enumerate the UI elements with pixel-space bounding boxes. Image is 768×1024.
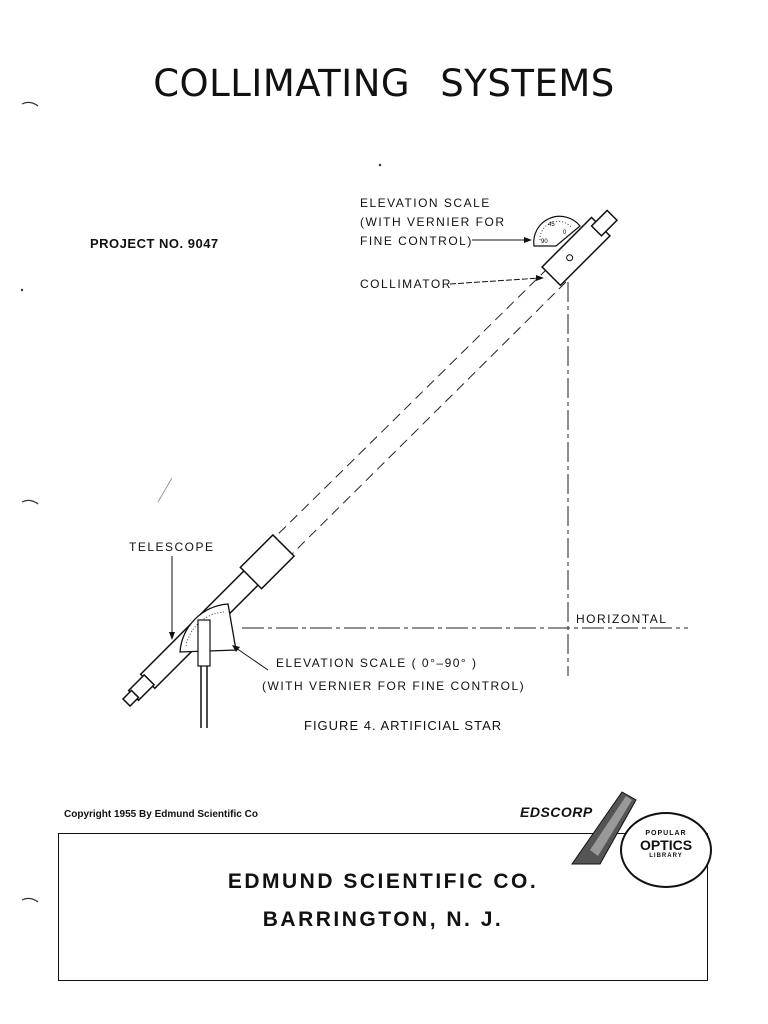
- collimator-label: COLLIMATOR: [360, 277, 452, 291]
- scale-mark-90: 90: [541, 239, 548, 245]
- figure-caption: FIGURE 4. ARTIFICIAL STAR: [304, 718, 503, 733]
- badge-line-3: LIBRARY: [649, 853, 683, 859]
- telescope-label: TELESCOPE: [129, 540, 215, 554]
- scale-mark-0: 0: [563, 230, 567, 236]
- page-title: COLLIMATING SYSTEMS: [153, 62, 615, 105]
- popular-optics-library-badge: [620, 812, 712, 888]
- badge-line-2: OPTICS: [639, 837, 693, 853]
- elevation-scale-top-line-3: FINE CONTROL): [360, 234, 473, 248]
- elevation-scale-top-line-2: (WITH VERNIER FOR: [360, 215, 506, 229]
- company-name: EDMUND SCIENTIFIC CO.: [227, 870, 539, 893]
- project-number: PROJECT NO. 9047: [90, 236, 219, 251]
- elevation-scale-bottom-line-2: (WITH VERNIER FOR FINE CONTROL): [262, 679, 526, 693]
- edscorp-brand: EDSCORP: [520, 804, 593, 820]
- scale-mark-45: 45: [548, 222, 555, 228]
- elevation-scale-bottom-line-1: ELEVATION SCALE ( 0°–90° ): [276, 656, 478, 670]
- horizontal-label: HORIZONTAL: [576, 612, 668, 626]
- company-location: BARRINGTON, N. J.: [262, 908, 504, 931]
- badge-line-1: POPULAR: [645, 830, 687, 837]
- copyright-notice: Copyright 1955 By Edmund Scientific Co: [64, 809, 258, 820]
- elevation-scale-top-line-1: ELEVATION SCALE: [360, 196, 491, 210]
